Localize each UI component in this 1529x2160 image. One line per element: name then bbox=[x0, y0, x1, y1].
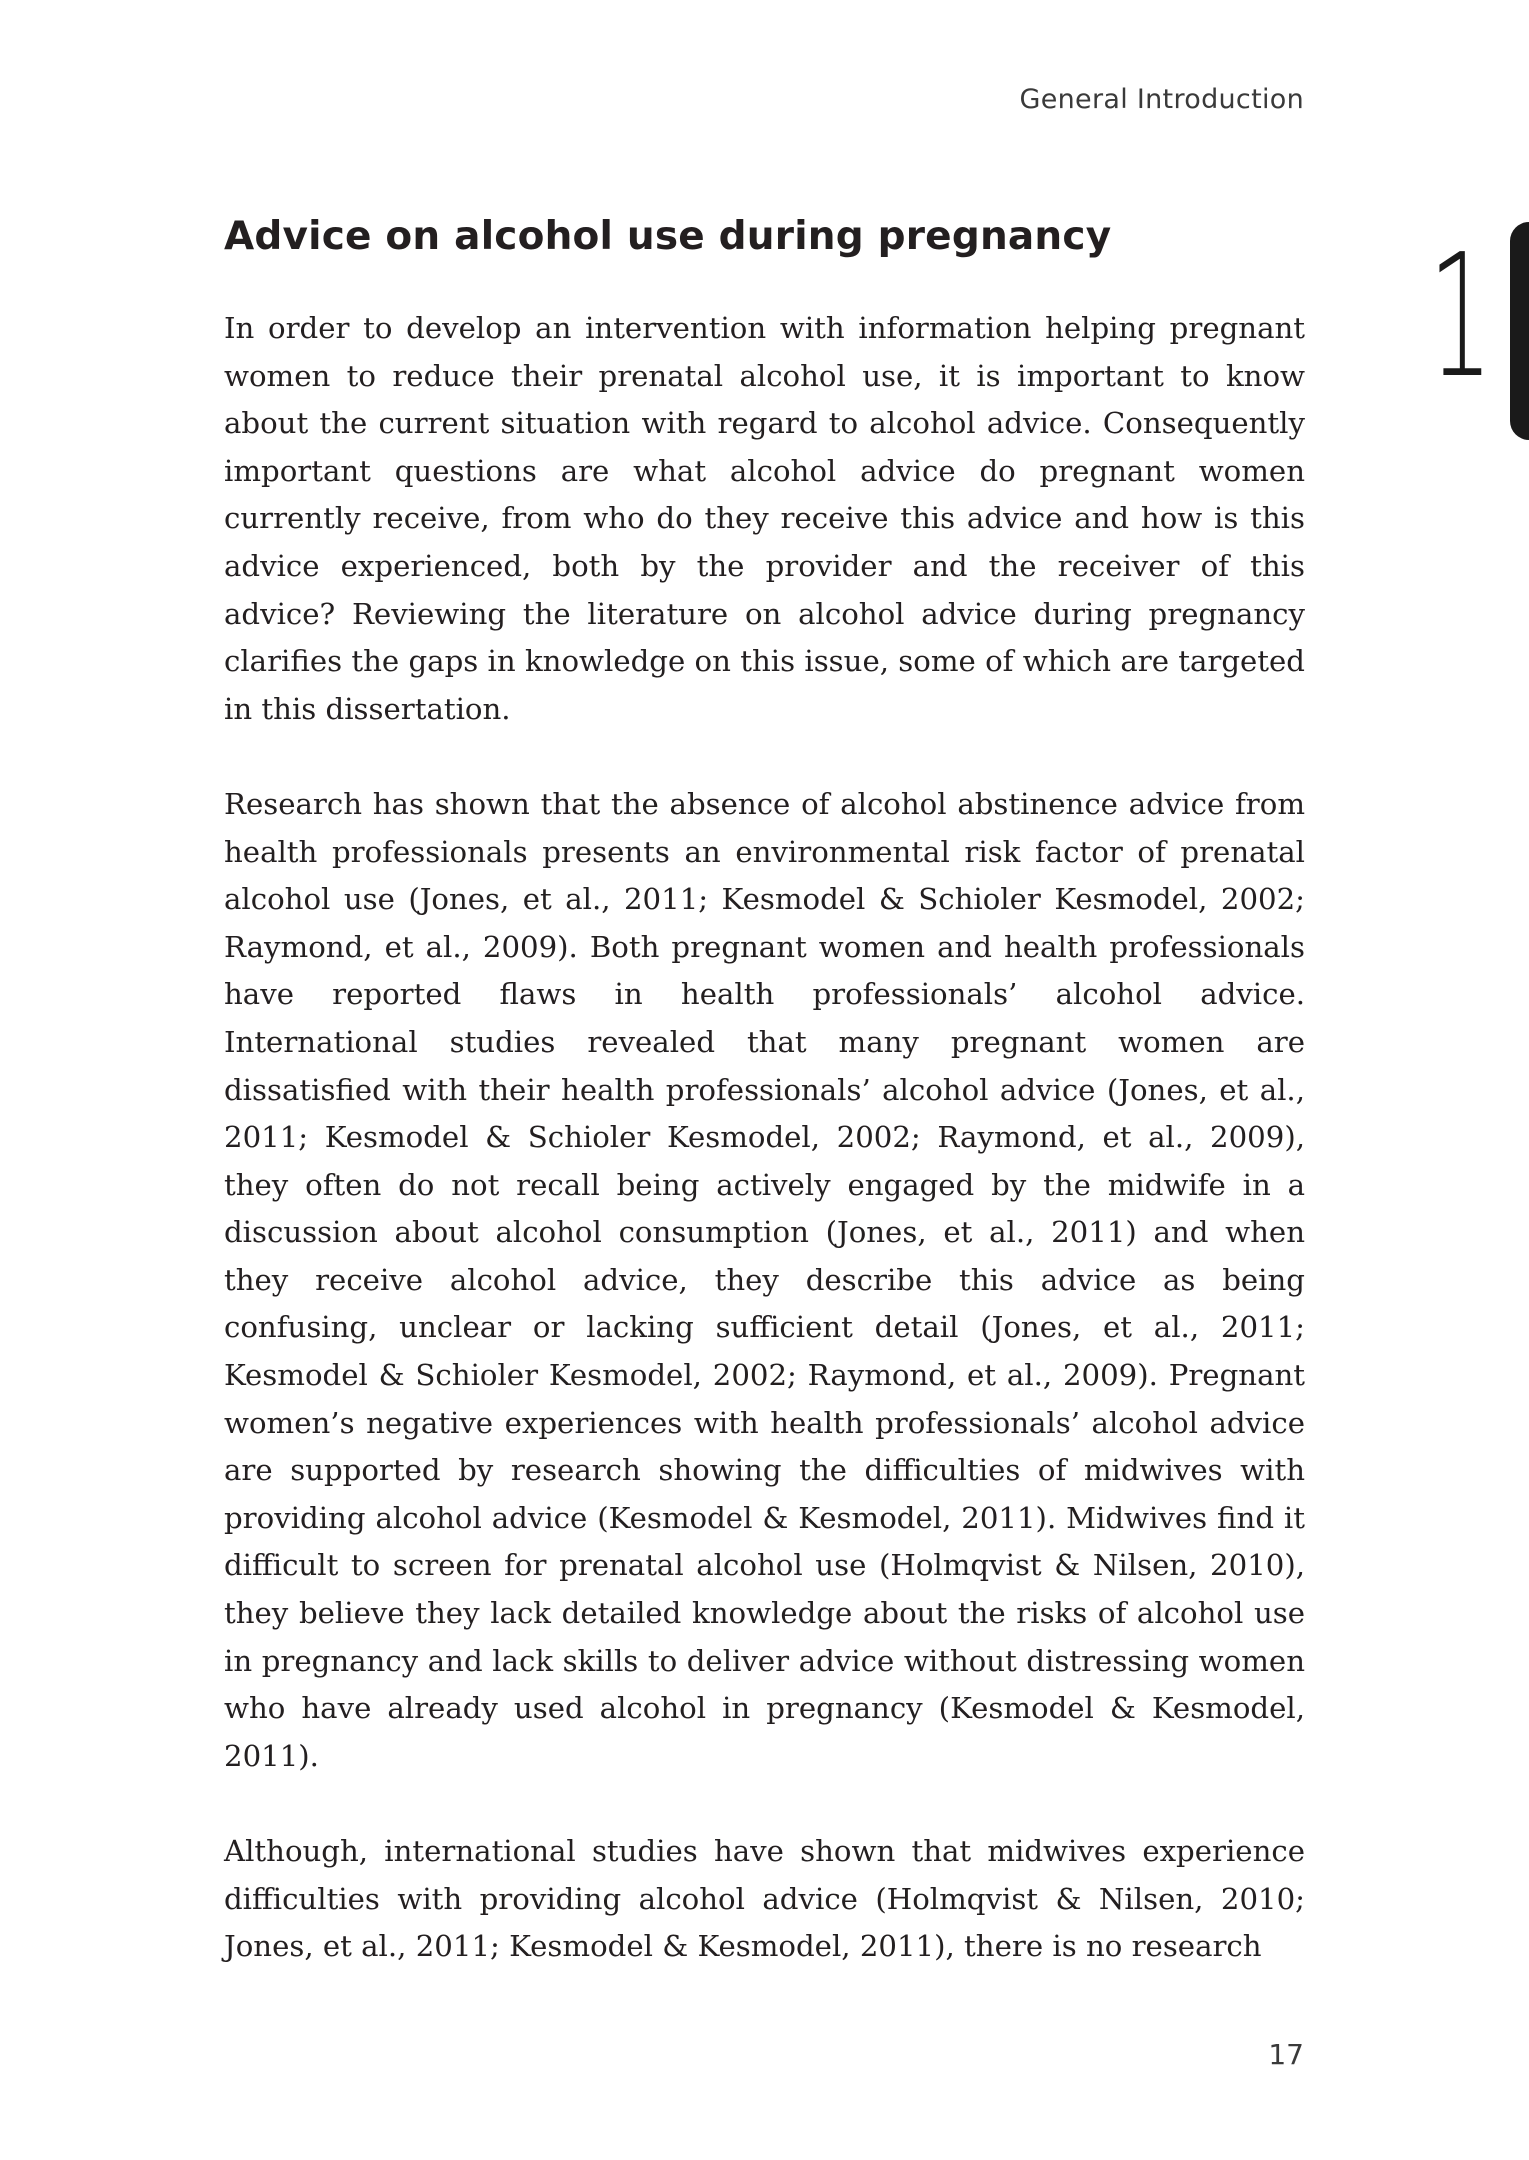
paragraph-1: In order to develop an intervention with information helping pregnant women to reduce their prenatal alcohol use, it is important to know about the current situation with regard to alcohol advice. Consequently important questions are what alcohol advice do pregnant women currently receive, from who do they receive this advice and how is this advice experienced, both by the provider and the receiver of this advice? Reviewing the literature on alcohol advice during pregnancy clarifies the gaps in knowledge on this issue, some of which are targeted in this dissertation. bbox=[224, 311, 1305, 726]
running-header: General Introduction bbox=[1019, 84, 1304, 115]
page-content bbox=[224, 214, 1305, 2018]
paragraph-3: Although, international studies have shown that midwives experience difficulties with providing alcohol advice (Holmqvist & Nilsen, 2010; Jones, et al., 2011; Kesmodel & Kesmodel, 2011), there is no research bbox=[224, 1834, 1305, 1964]
section-heading: Advice on alcohol use during pregnancy bbox=[224, 214, 1112, 259]
chapter-number: 1 bbox=[1428, 218, 1493, 416]
page-number: 17 bbox=[1268, 2038, 1304, 2071]
chapter-tab-marker bbox=[1510, 222, 1529, 440]
paragraph-2: Research has shown that the absence of alcohol abstinence advice from health professionals presents an environmental risk factor of prenatal alcohol use (Jones, et al., 2011; Kesmodel & Schioler Kesmodel, 2002; Raymond, et al., 2009). Both pregnant women and health professionals have reported flaws in health professionals’ alcohol advice. International studies revealed that many pregnant women are dissatisfied with their health professionals’ alcohol advice (Jones, et al., 2011; Kesmodel & Schioler Kesmodel, 2002; Raymond, et al., 2009), they often do not recall being actively engaged by the midwife in a discussion about alcohol consumption (Jones, et al., 2011) and when they receive alcohol advice, they describe this advice as being confusing, unclear or lacking sufficient detail (Jones, et al., 2011; Kesmodel & Schioler Kesmodel, 2002; Raymond, et al., 2009). Pregnant women’s negative experiences with health professionals’ alcohol advice are supported by research showing the difficulties of midwives with providing alcohol advice (Kesmodel & Kesmodel, 2011). Midwives find it difficult to screen for prenatal alcohol use (Holmqvist & Nilsen, 2010), they believe they lack detailed knowledge about the risks of alcohol use in pregnancy and lack skills to deliver advice without distressing women who have already used alcohol in pregnancy (Kesmodel & Kesmodel, 2011). bbox=[224, 786, 1305, 1773]
